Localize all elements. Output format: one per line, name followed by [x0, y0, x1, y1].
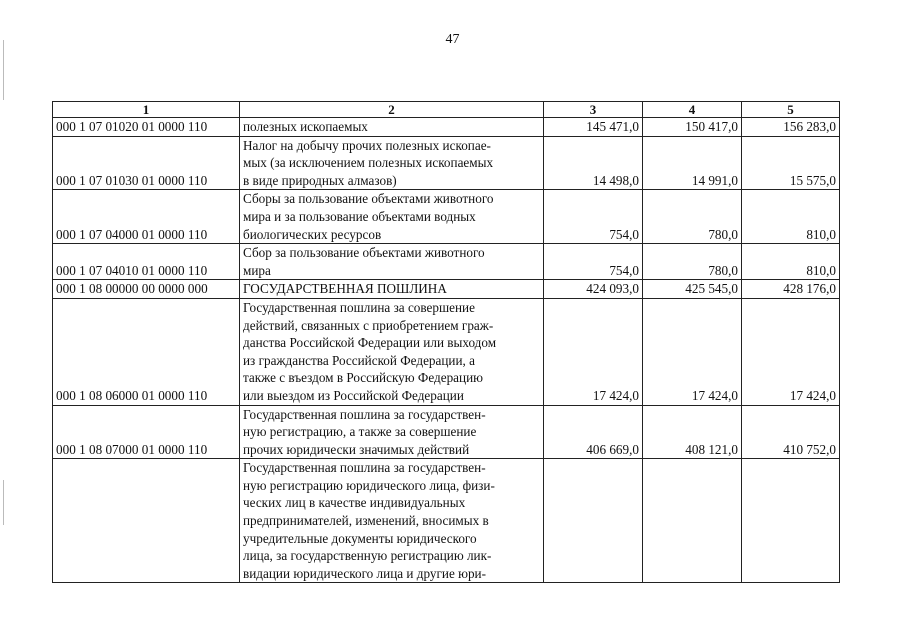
table-row [53, 244, 840, 280]
amount-year-3-cell: 810,0 [742, 190, 840, 244]
revenue-name-line: ную регистрацию, а также за совершение [243, 424, 477, 440]
amount-year-2-cell: 780,0 [643, 190, 742, 244]
amount-year-2-cell: 425 545,0 [643, 280, 742, 299]
revenue-table [52, 101, 840, 583]
revenue-name-line: действий, связанных с приобретением граж- [243, 317, 494, 333]
budget-code-cell: 000 1 07 01030 01 0000 110 [53, 136, 240, 190]
revenue-name-line: Сборы за пользование объектами животного [243, 191, 494, 207]
amount-year-2-cell: 780,0 [643, 244, 742, 280]
amount-year-1-cell: 145 471,0 [544, 118, 643, 137]
revenue-name-cell [240, 280, 544, 299]
revenue-name-line: мира и за пользование объектами водных [243, 208, 476, 224]
revenue-name-line: Налог на добычу прочих полезных ископае- [243, 137, 491, 153]
revenue-name-cell [240, 298, 544, 405]
revenue-name-line: предпринимателей, изменений, вносимых в [243, 513, 489, 529]
amount-year-1-cell [544, 459, 643, 583]
revenue-name-line: данства Российской Федерации или выходом [243, 335, 497, 351]
revenue-name-cell [240, 459, 544, 583]
column-header-year-3: 5 [742, 102, 840, 118]
budget-code-cell: 000 1 07 04000 01 0000 110 [53, 190, 240, 244]
amount-year-3-cell: 15 575,0 [742, 136, 840, 190]
budget-code-cell: 000 1 08 06000 01 0000 110 [53, 298, 240, 405]
amount-year-3-cell [742, 459, 840, 583]
amount-year-1-cell: 424 093,0 [544, 280, 643, 299]
amount-year-3-cell: 810,0 [742, 244, 840, 280]
budget-code-cell: 000 1 08 00000 00 0000 000 [53, 280, 240, 299]
revenue-name-line: также с въездом в Российскую Федерацию [243, 370, 483, 386]
amount-year-1-cell: 14 498,0 [544, 136, 643, 190]
column-header-year-2: 4 [643, 102, 742, 118]
table-header-row [53, 102, 840, 118]
revenue-name-line: в виде природных алмазов) [243, 172, 397, 188]
column-header-name: 2 [240, 102, 544, 118]
revenue-name-cell [240, 244, 544, 280]
revenue-name-line: учредительные документы юридического [243, 530, 477, 546]
budget-code-cell: 000 1 08 07000 01 0000 110 [53, 405, 240, 459]
revenue-name-line: лица, за государственную регистрацию лик- [243, 548, 492, 564]
table-row [53, 459, 840, 583]
page-number: 47 [445, 32, 460, 47]
revenue-name-cell [240, 118, 544, 137]
revenue-name-line: из гражданства Российской Федерации, а [243, 352, 475, 368]
revenue-name-line: мых (за исключением полезных ископаемых [243, 155, 494, 171]
amount-year-1-cell: 754,0 [544, 190, 643, 244]
amount-year-3-cell: 156 283,0 [742, 118, 840, 137]
column-header-year-1: 3 [544, 102, 643, 118]
revenue-name-line: или выездом из Российской Федерации [243, 387, 464, 403]
amount-year-1-cell: 754,0 [544, 244, 643, 280]
revenue-name-line: прочих юридически значимых действий [243, 441, 470, 457]
budget-code-cell: 000 1 07 04010 01 0000 110 [53, 244, 240, 280]
revenue-name-line: ную регистрацию юридического лица, физи- [243, 477, 495, 493]
table-row [53, 118, 840, 137]
amount-year-1-cell: 17 424,0 [544, 298, 643, 405]
revenue-name-line: биологических ресурсов [243, 226, 382, 242]
revenue-name-line: видации юридического лица и другие юри- [243, 565, 486, 581]
column-header-code: 1 [53, 102, 240, 118]
revenue-name-cell [240, 190, 544, 244]
amount-year-2-cell [643, 459, 742, 583]
table-row [53, 136, 840, 190]
amount-year-2-cell: 14 991,0 [643, 136, 742, 190]
scan-edge-mark [3, 40, 4, 100]
revenue-name-line: Сбор за пользование объектами животного [243, 245, 485, 261]
revenue-name-cell [240, 405, 544, 459]
revenue-name-line: ГОСУДАРСТВЕННАЯ ПОШЛИНА [243, 281, 447, 297]
scan-edge-mark [3, 480, 4, 525]
revenue-name-line: Государственная пошлина за совершение [243, 299, 475, 315]
amount-year-2-cell: 150 417,0 [643, 118, 742, 137]
revenue-name-cell [240, 136, 544, 190]
amount-year-3-cell: 410 752,0 [742, 405, 840, 459]
revenue-name-line: Государственная пошлина за государствен- [243, 460, 486, 476]
amount-year-1-cell: 406 669,0 [544, 405, 643, 459]
revenue-name-line: ческих лиц в качестве индивидуальных [243, 495, 466, 511]
revenue-name-line: полезных ископаемых [243, 119, 368, 134]
amount-year-2-cell: 408 121,0 [643, 405, 742, 459]
table-row [53, 280, 840, 299]
table-row [53, 190, 840, 244]
table-row [53, 405, 840, 459]
revenue-name-line: Государственная пошлина за государствен- [243, 406, 486, 422]
table-row [53, 298, 840, 405]
amount-year-3-cell: 428 176,0 [742, 280, 840, 299]
amount-year-2-cell: 17 424,0 [643, 298, 742, 405]
revenue-name-line: мира [243, 262, 271, 278]
table-body [53, 118, 840, 583]
budget-code-cell [53, 459, 240, 583]
amount-year-3-cell: 17 424,0 [742, 298, 840, 405]
budget-code-cell: 000 1 07 01020 01 0000 110 [53, 118, 240, 137]
